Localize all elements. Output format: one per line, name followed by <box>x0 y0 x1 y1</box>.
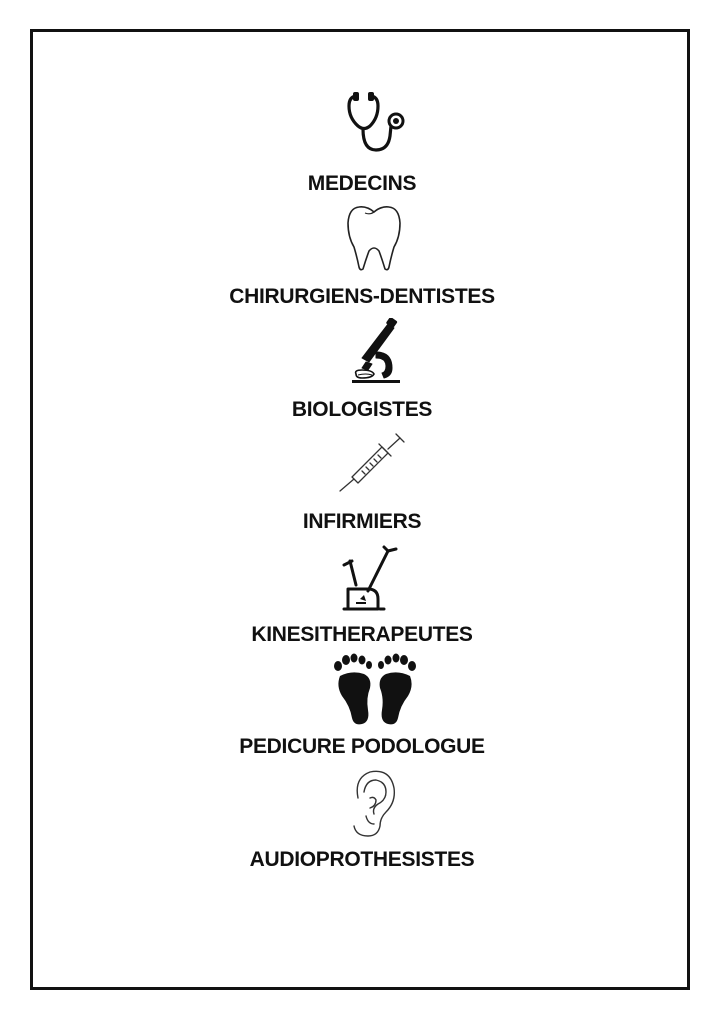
stethoscope-icon <box>340 88 410 158</box>
profession-label-chirurgiens-dentistes: CHIRURGIENS-DENTISTES <box>229 285 495 308</box>
microscope-icon <box>348 318 404 384</box>
profession-label-infirmiers: INFIRMIERS <box>302 510 422 533</box>
syringe-icon <box>336 431 410 495</box>
profession-label-biologistes: BIOLOGISTES <box>291 398 433 421</box>
exercise-bike-icon <box>338 543 408 615</box>
tooth-icon <box>345 203 403 273</box>
profession-label-kinesitherapeutes: KINESITHERAPEUTES <box>251 623 473 646</box>
ear-icon <box>348 768 398 840</box>
profession-label-audioprothesistes: AUDIOPROTHESISTES <box>249 848 475 871</box>
profession-label-medecins: MEDECINS <box>307 172 417 195</box>
footprints-icon <box>332 652 418 726</box>
profession-label-pedicure-podologue: PEDICURE PODOLOGUE <box>239 735 485 758</box>
